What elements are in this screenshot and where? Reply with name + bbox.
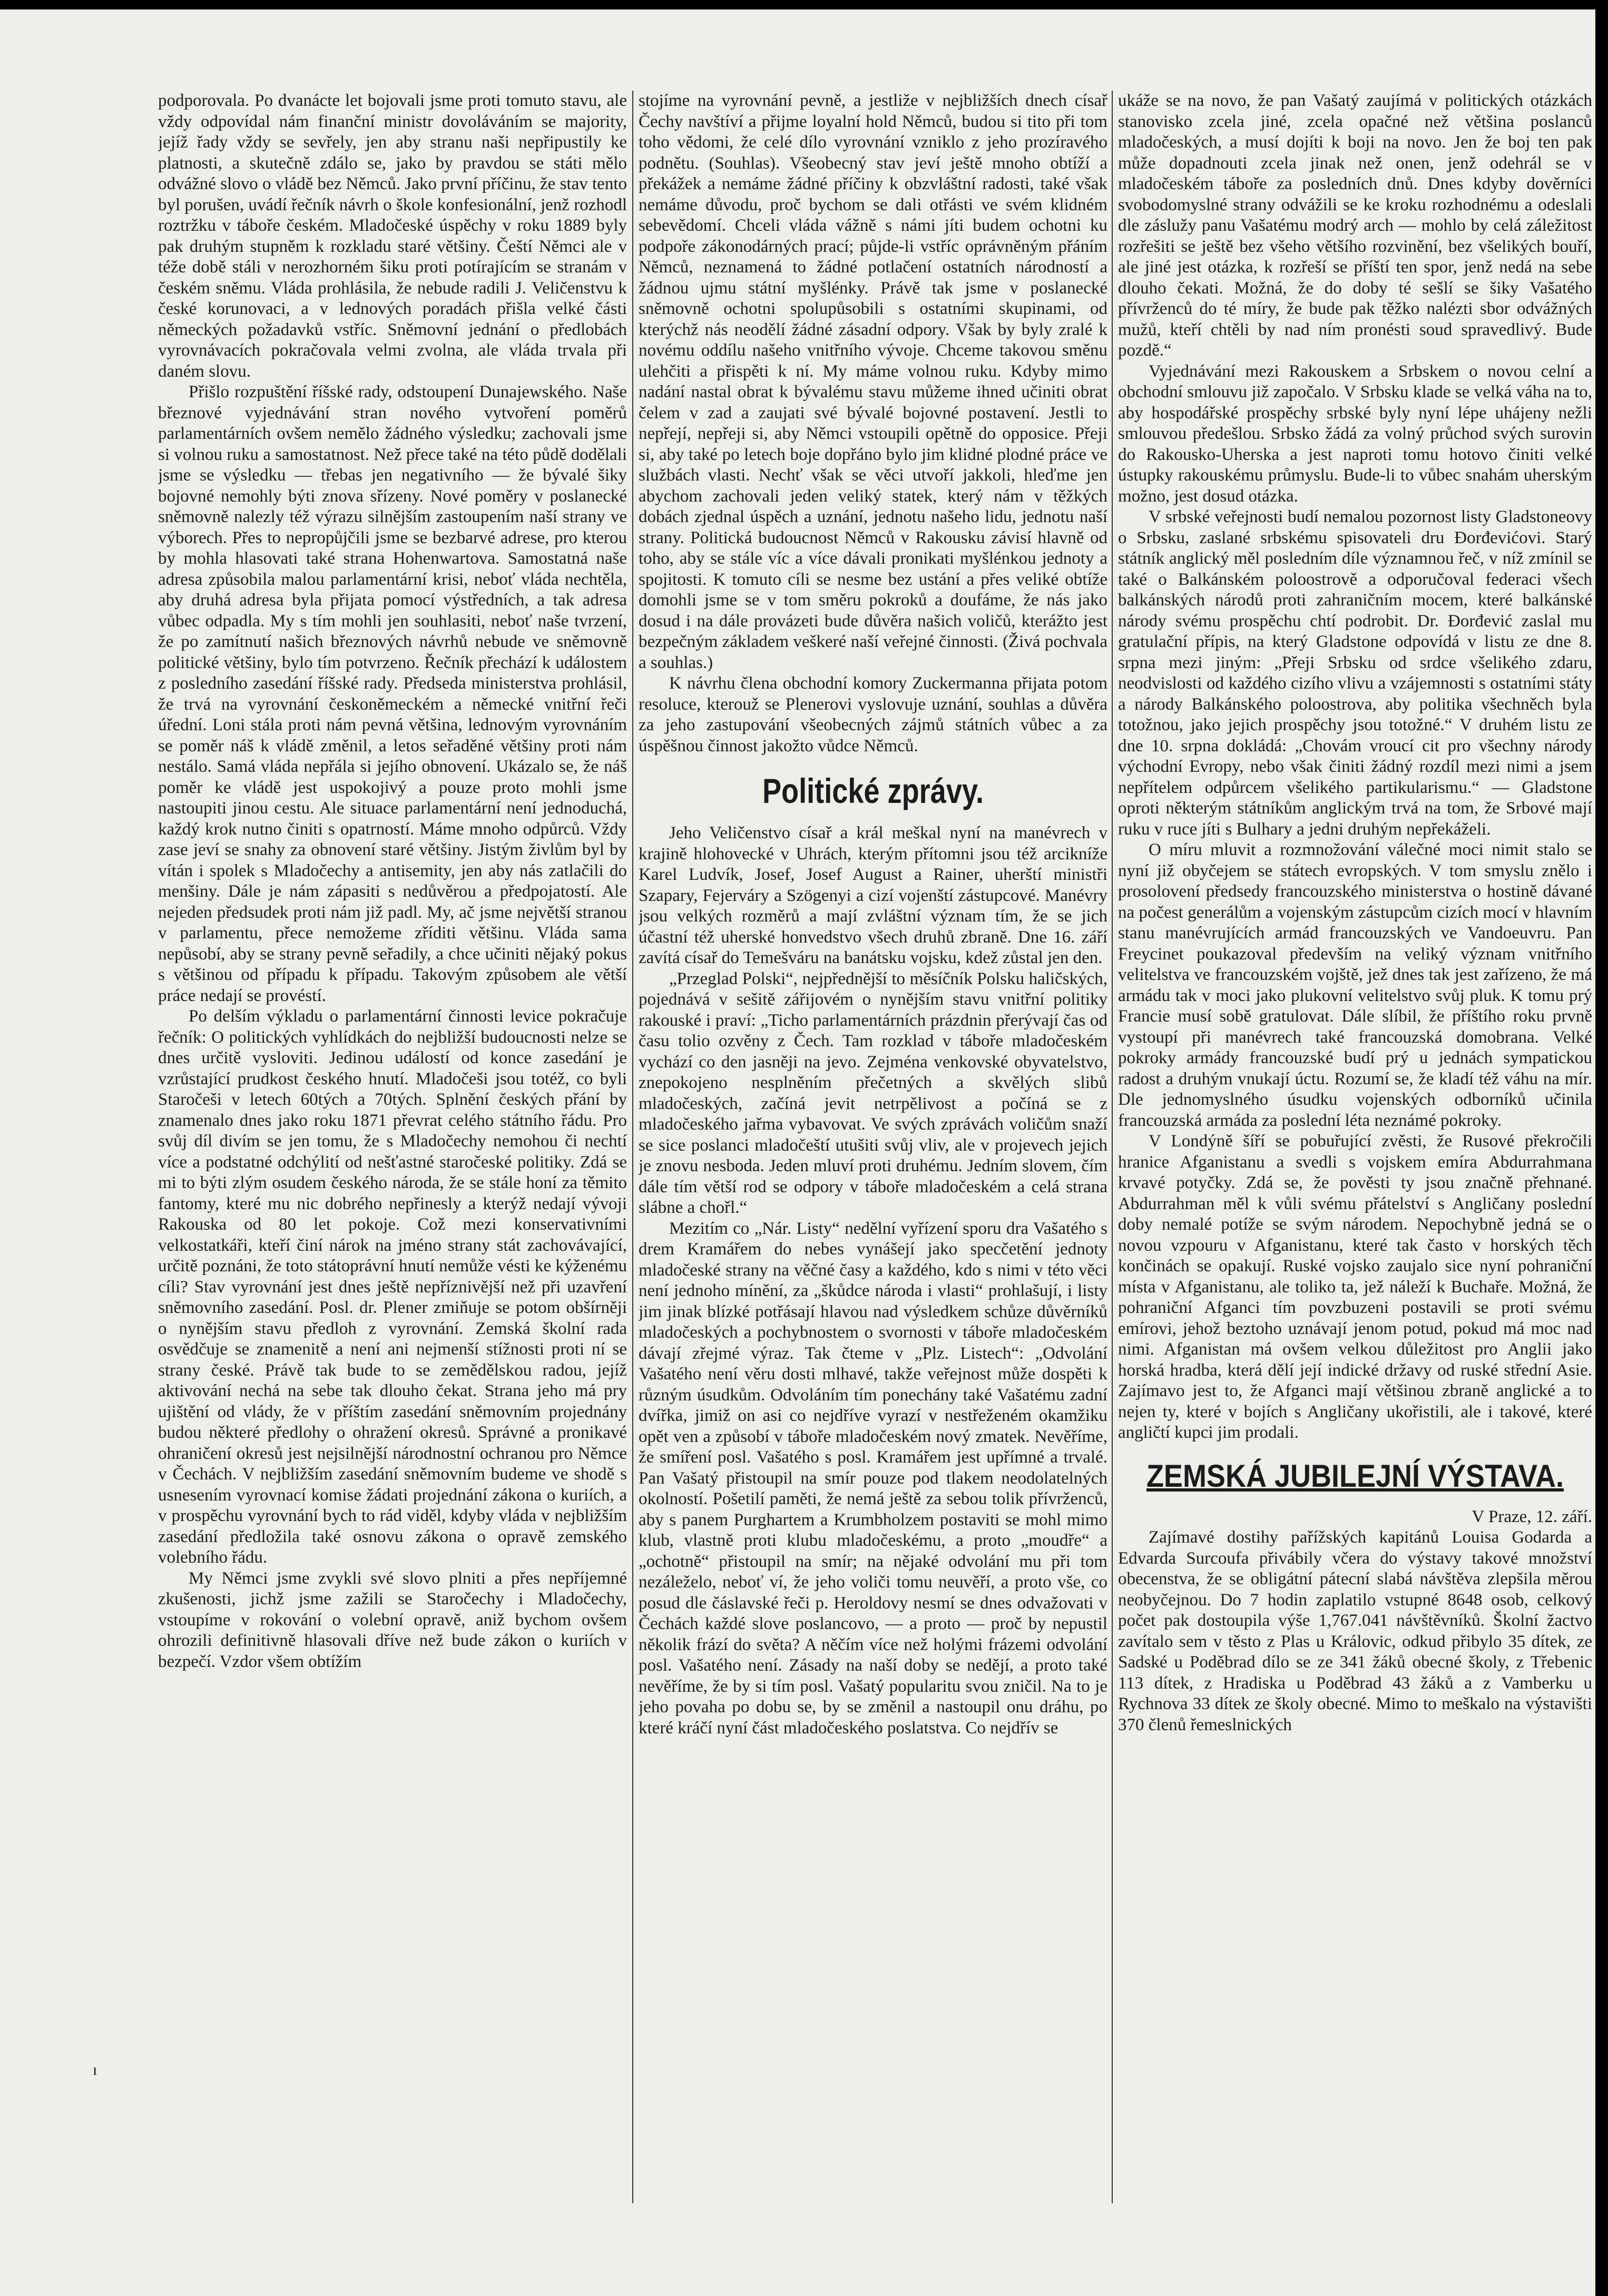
scan-edge-right — [1595, 0, 1608, 2296]
article-paragraph: My Němci jsme zvykli své slovo plniti a přes nepříjemné zkušenosti, jichž jsme zažili se Staročechy i Mladočechy, vstoupíme v rokování o volební opravě, aniž bychom ovšem ohrozili definitivně hlasovali dříve než bude zákon o kuriích v bezpečí. Vzdor všem obtížím — [158, 1568, 627, 1671]
margin-mark: ı — [93, 2061, 97, 2078]
article-paragraph: Jeho Veličenstvo císař a král meškal nyní na manévrech v krajině hlohovecké v Uhrách, kterým přítomni jsou též arcikníže Karel Ludvík, Josef, Josef August a Rainer, uherští ministři Szapary, Fejerváry a Szögenyi a cizí vojenští zástupcové. Manévry jsou velkých rozměrů a mají zvláštní význam tím, že se jich účastní též uherské honvedstvo všech druhů zbraně. Dne 16. září zavítá císař do Temešváru na banátsku vojsku, kdež zůstal jen den. — [639, 823, 1107, 967]
column-right — [1118, 91, 1592, 2203]
article-paragraph: V srbské veřejnosti budí nemalou pozornost listy Gladstoneovy o Srbsku, zaslané srbskému spisovateli dru Đorđevićovi. Starý státník anglický měl posledním díle významnou řeč, v níž zmínil se také o Balkánském poloostrově a odporučoval federaci všech balkánských národů proti zahraničním mocem, které balkánské národy svému prospěchu chtí podrobit. Dr. Đorđević zaslal mu gratulační přípis, na který Gladstone odpovídá v listu ze dne 8. srpna mezi jiným: „Přeji Srbsku od srdce všelikého zdaru, neodvislosti od každého cizího vlivu a vzájemnosti s ostatními státy a národy Balkánského poloostrova, aby politika všechněch byla totožnou, jako jejich prospěchy jsou totožné.“ V druhém listu ze dne 10. srpna dokládá: „Chovám vroucí cit pro všechny národy východní Evropy, nebo však činiti žádný rozdíl mezi nimi a jsem nepřítelem odpůrcem všelikého partikularismu.“ — Gladstone oproti některým státníkům anglickým trvá na tom, že Srbové mají ruku v ruce jíti s Bulhary a jedni druhým nepřekáželi. — [1118, 507, 1592, 839]
article-paragraph: Vyjednávání mezi Rakouskem a Srbskem o novou celní a obchodní smlouvu již započalo. V Srbsku klade se velká váha na to, aby hospodářské prospěchy srbské byly nyní lépe uhájeny nežli smlouvou předešlou. Srbsko žádá za volný průchod svých surovin do Rakousko-Uherska a jest naproti tomu hotovo činiti velké ústupky rakouskému průmyslu. Bude-li to vůbec snahám uherským možno, jest dosud otázka. — [1118, 361, 1592, 506]
article-paragraph: Zajímavé dostihy pařížských kapitánů Louisa Godarda a Edvarda Surcoufa přivábily včera do výstavy takové množství obecenstva, že se obligátní pátecní slabá návštěva zlepšila měrou neobyčejnou. Do 7 hodin zaplatilo vstupné 8648 osob, celkový počet pak dostoupila výše 1,767.041 návštěvníků. Školní žactvo zavítalo sem v těsto z Plas u Královiс, odkud přibylo 35 dítek, ze Sadské u Poděbrad dílo se ze 341 žáků obecné školy, z Třebenic 113 dítek, z Hradiska u Poděbrad 43 žáků a z Vamberku u Rychnova 33 dítek ze školy obecné. Mimo to meškalo na výstavišti 370 členů řemeslnických — [1118, 1528, 1592, 1734]
article-paragraph: ukáže se na novo, že pan Vašatý zaujímá v politických otázkách stanovisko zcela jiné, zcela opačné než většina poslanců mladočeských, a musí dojíti k boji na novo. Jen že boj ten pak může dopadnouti zcela jinak než onen, jenž odehrál se v mladočeském táboře za posledních dnů. Dnes kdyby dověrníci svobodomyslné strany odvážili se ke kroku rozhodnému a odeslali dle záslužy panu Vašatému modrý arch — mohlo by celá záležitost rozřešiti se ještě bez všeho většího rozvinění, bez všelikých bouří, ale jiné jest otázka, k rozřeší se příští ten spor, jenž nedá na sebe dlouho čekati. Možná, že do doby té sešlí se šiky Vašatého přívrženců do té míry, že bude pak těžko nalézti sbor odvážných mužů, kteří chtěli by nad ním pronésti soud spravedlivý. Bude pozdě.“ — [1118, 91, 1592, 360]
column-middle — [639, 91, 1107, 2203]
column-left — [158, 91, 627, 2203]
article-paragraph: O míru mluvit a rozmnožování válečné moci nimit stalo se nyní již obyčejem se státech evropských. V tom smyslu znělo i prosolovení předsedy francouzského ministerstva o hostině dávané na počest generálům a vojenským zástupcům cizích mocí v hlavním stanu manévrujících armád francouzských ve Vandoeuvru. Pan Freycinet poukazoval především na veliký význam vnitřního velitelstva ve francouzském vojště, jež dnes tak jest zařízeno, že má armádu tak v moci jako plukovní velitelstvo svůj pluk. K tomu prý Francie musí sobě gratulovat. Dále slíbil, že příštího roku prvně vystoupí při manévrech také francouzská domobrana. Velké pokroky armády francouzské budí prý u jednách sympatickou radost a druhým vnukají úctu. Rozumí se, že kladí též váhu na mír. Dle jednomyslného úsudku vojenských odborníků učinila francouzská armáda za poslední léta neznámé pokroky. — [1118, 840, 1592, 1130]
section-heading-jubilee-exhibition: ZEMSKÁ JUBILEJNÍ VÝSTAVA. — [1146, 1458, 1564, 1494]
article-paragraph: Po delším výkladu o parlamentární činnosti levice pokračuje řečník: O politických vyhlídkách do nejbližší budoucnosti nelze se dnes určitě vysloviti. Jedinou událostí od konce zasedání je vzrůstající prudkost českého hnutí. Mladočeši jsou totéž, co byli Staročeši v letech 60tých a 70tých. Splnění českých přání by znamenalo dnes jako roku 1871 převrat celého státního řádu. Pro svůj díl divím se jen tomu, že s Mladočechy nemohou či nechtí více a podstatné odchýlití od nešťastné staročeské politiky. Zdá se mi to býti zlým osudem českého národa, že se stále honí za těmito fantomy, které mu nic dobrého nepřinesly a kterýž nedají vývoji Rakouska od 80 let pokoje. Což mezi konservativními velkostatkáři, kteří činí nárok na jméno strany stát zachovávající, určitě poznáni, že toto státoprávní hnutí nemůže vésti ke kýženému cíli? Stav vyrovnání jest dnes ještě nepříznivější než při uzavření sněmovního zasedání. Posl. dr. Plener zmiňuje se potom obšírněji o nynějším stavu předloh z vyrovnání. Zemská školní rada osvědčuje se znamenitě a není ani nejmenší stížnosti proti ní se strany české. Právě tak bude to se zemědělskou radou, jejíž aktivování nechá na sebe tak dlouho čekat. Strana jeho má pry ujištění od vlády, že v příštím zasedání sněmovním projednány budou některé předlohy o ohražení okresů. Správné a pronikavé ohraničení okresů jest nejsilnější národnostní ochranou pro Němce v Čechách. V nejbližším zasedání sněmovním budeme ve shodě s usnesením vyrovnací komise žádati projednání zákona o kuriích, a v prospěchu vyrovnání bych to rád viděl, kdyby vláda v nejbližším zasedání předložila také osnovu zákona o opravě zemského volebního řádu. — [158, 1007, 627, 1567]
article-paragraph: stojíme na vyrovnání pevně, a jestliže v nejbližších dnech císař Čechy navštíví a přijme loyalní hold Němců, budou si tito při tom toho vědomi, že celé dílo vyrovnání vzniklo z jeho prozíravého podnětu. (Souhlas). Všeobecný stav jeví ještě mnoho obtíží a překážek a nemáme žádné příčiny k obzvláštní radosti, také však nemáme důvodu, proč bychom se dali otřásti ve svém klidném sebevědomí. Chceli vláda vážně s námi jíti budem ochotni ku podpoře zákonodárných prací; půjde-li vstříc oprávněným přáním Němců, neznamená to žádné potlačení ostatních národností a žádnou ujmu státní myšlénky. Právě tak jsme v poslanecké sněmovně ochotni spolupůsobili s ostatními skupinami, od kterýchž nás neodělí žádné zásadní odpory. Však by byly zralé k novému oddílu našeho vnitřního vývoje. Chceme takovou směnu ulehčiti a přispěti k ní. My máme volnou ruku. Kdyby mimo nadání nastal obrat k bývalému stavu můžeme ihned učiniti obrat čelem v zad a zaujati své bývalé bojovné postavení. Jestli to nepřejí, nepřeji si, aby Němci vstoupili opětně do opposice. Přeji si, aby také po letech boje dopřáno bylo jim klidné plodné práce ve službách vlasti. Nechť však se věci utvoří jakkoli, hleďme jen abychom zachovali jeden veliký statek, který nám v těžkých dobách zjednal úspěch a uznání, jednotu našeho lidu, jednotu naší strany. Politická budoucnost Němců v Rakousku závisí hlavně od toho, aby se stále víc a více dávali pronikati myšlénkou jednoty a spojitosti. K tomuto cíli se nesme bez ustání a přes veliké obtíže domohli jsme se v tom směru pokroků a doufáme, že nás jako dosud i na dále provázeti bude důvěra našich voličů, kterážto jest bezpečným základem veškeré naší veřejné činnosti. (Živá pochvala a souhlas.) — [639, 91, 1107, 672]
article-paragraph: Mezitím co „Nár. Listy“ nedělní vyřízení sporu dra Vašatého s drem Kramářem do nebes vynášejí jako specčetění jednoty mladočeské strany na věčné časy a každého, kdo s nimi v této věci není jednoho mínění, za „škůdce národa i vlasti“ prohlašují, i listy jim jinak blízké potřásají hlavou nad výsledkem schůze důvěrníků mladočeských a pochybnostem o svornosti v táboře mladočeském dávají zřejmé výraz. Tak čteme v „Plz. Listech“: „Odvolání Vašatého není věru dosti mlhavé, takže veřejnost může dospěti k různým úsudkům. Odvoláním tím ponechány také Vašatému zadní dvířka, jimiž on asi co nejdříve vyrazí v nestřeženém okamžiku opět ven a způsobí v táboře mladočeském nový zmatek. Nevěříme, že smíření posl. Vašatého s posl. Kramářem jest upřímné a trvalé. Pan Vašatý přistoupil na smír pouze pod tlakem neodolatelných okolností. Pošetilí paměti, že nemá ještě za sebou tolik přívrženců, aby s panem Purghartem a Krumbholzem postaviti se mohl mimo klub, vlastně proti klubu mladočeskému, a proto „moudře“ a „ochotně“ přistoupil na smír; na nějaké odvolání mu při tom nezáleželo, neboť ví, že jeho voliči tomu neuvěří, a proto vše, co posud dle čáslavské řeči p. Heroldovy nesmí se dnes odvažovati v Čechách každé slove poslancovo, — a proto — proč by nepustil několik frází do světa? A něčím více než holými frázemi odvolání posl. Vašatého není. Zásady na naší doby se nedějí, a proto také nevěříme, že by si tím posl. Vašatý popularitu svou zničil. Na to je jeho povaha po dobu se, by se změnil a nastoupil onu dráhu, po které kráčí nyní část mladočeského poslatstva. Co nejdřív se — [639, 1219, 1107, 1738]
article-paragraph: „Przeglad Polski“, nejpřednější to měsíčník Polsku haličských, pojednává v sešitě zářijovém o nynějším stavu vnitřní politiky rakouské i praví: „Ticho parlamentárních prázdnin přerývají čas od času tolio ozvěny z Čech. Tam rozklad v táboře mladočeském vychází co den jasněji na jevo. Zejména venkovské obyvatelstvo, znepokojeno nesplněním přečetných a skvělých slibů mladočeských, začíná jevit netrpělivost a počíná se z mladočeského jařma vybavovat. Ve svých zprávách voličům snaží se sice poslanci mladočeští utušiti svůj vliv, ale v projevech jejich je znovu nesboda. Jeden mluví proti druhému. Jedním slovem, čím dále tím větší rod se odpory v táboře mladočeském a celá strana slábne a chořl.“ — [639, 969, 1107, 1217]
column-rule — [1112, 91, 1113, 2203]
article-paragraph: V Londýně šíří se pobuřující zvěsti, že Rusové překročili hranice Afganistanu a svedli s vojskem emíra Abdurrahmana krvavé potyčky. Zdá se, že pověsti ty jsou značně přehnané. Abdurrahman měl k vůli svému přátelství s Angličany poslední doby nemalé potíže se svým národem. Nepochybně jedná se o novou vzpouru v Afganistanu, které tak často v horských těch končinách se opakují. Ruské vojsko zaujalo sice nyní pohraniční místa v Afganistanu, ale toliko ta, jež náleží k Buchaře. Možná, že pohraniční Afganci tím povzbuzeni postavili se proti svému emírovi, jehož beztoho uznávají jenom potud, pokud má moc nad nimi. Afganistan má ovšem velkou důležitost pro Anglii jako horská hradba, která dělí její indické državy od ruské střední Asie. Zajímavo jest to, že Afganci mají většinou zbraně anglické a to nejen ty, které v bojích s Angličany ukořistili, ale i takové, které angličtí kupci jim prodali. — [1118, 1132, 1592, 1442]
column-rule — [632, 91, 633, 2203]
article-paragraph: podporovala. Po dvanácte let bojovali jsme proti tomuto stavu, ale vždy odpovídal nám finanční ministr dovoláváním se majority, jejíž řady vždy se sevřely, jen aby stranu naši nepřipustily ke platnosti, a skutečně zdálo se, jako by pravdou se státi mělo odvážné slovo o vládě bez Němců. Jako první příčinu, že stav tento byl porušen, uvádí řečník návrh o škole konfesionální, jenž rozhodl roztržku v táboře českém. Mladočeské úspěchy v roku 1889 byly pak druhým stupněm k rozkladu staré většiny. Čeští Němci ale v téže době stáli v nerozhorném šiku proti potírajícím se stranám v českém sněmu. Vláda prohlásila, že nebude radili J. Veličenstvu k české korunovaci, a v lednových poradách přišla velké části německých požadavků vstříc. Sněmovní jednání o předlobách vyrovnávacích pokračovala velmi zvolna, ale vláda trvala při daném slovu. — [158, 91, 627, 381]
scan-edge-top — [0, 0, 1608, 9]
article-paragraph: Přišlo rozpuštění říšské rady, odstoupení Dunajewského. Naše březnové vyjednávání stran nového vytvoření poměrů parlamentárních ovšem nemělo žádného výsledku; zachovali jsme si volnou ruku a samostatnost. Než přece také na této půdě dodělali jsme se výsledku — třebas jen negativního — že bývalé šiky bojovné nemohly býti znova sřízeny. Nové poměry v poslanecké sněmovně nalezly též výrazu silnějším zastoupením naší strany ve výborech. Přes to nepropůjčili jsme se bezbarvé adrese, pro kterou by mohla hlasovati také strana Hohenwartova. Samostatná naše adresa způsobila malou parlamentární krisi, neboť vláda nechtěla, aby druhá adresa byla přijata pomocí výstředních, a tak adresa vůbec odpadla. My s tím mohli jen souhlasiti, neboť naše tvrzení, že po zamítnutí našich březnových návrhů nebude ve sněmovně politické většiny, bylo tím potvrzeno. Řečník přechází k událostem z posledního zasedání říšské rady. Předseda ministerstva prohlásil, že trvá na vyrovnání českoněmeckém a německé vnitřní řeči úřední. Loni stála proti nám pevná většina, lednovým vyrovnáním se poměr náš k vládě změnil, a letos seřaděné většiny proti nám nestálo. Samá vláda nepřála si jejího obnovení. Ukázalo se, že náš poměr ke vládě jest uspokojivý a pouze proto mohli jsme nastoupiti jinou cestu. Ale situace parlamentární není jednoduchá, každý krok nutno činiti s opatrností. Máme mnoho odpůrců. Vždy zase jeví se snahy za obnovení staré většiny. Jistým živlům byl by vítán i spolek s Mladočechy a antisemity, jen aby nás zatlačili do menšiny. Dále je nám zápasiti s nedůvěrou a předpojatostí. Ale nejeden předsudek proti nám již padl. My, ač jsme největší stranou v parlamentu, přece nemožeme zříditi většinu. Vláda sama nepůsobí, aby se strany pevně seřadily, a chce učiniti nějaký pokus s většinou od případu k případu. Takovým způsobem ale větší práce nedají se provéstí. — [158, 382, 627, 1005]
dateline: V Praze, 12. září. — [1472, 1507, 1592, 1526]
section-heading-political-news: Politické zprávy. — [762, 771, 984, 810]
article-paragraph: K návrhu člena obchodní komory Zuckermanna přijata potom resoluce, kterouž se Plenerovi vyslovuje uznání, souhlas a důvěra za jeho zastupování všeobecných zájmů státních vůbec a za úspěšnou činnost jakožto vůdce Němců. — [639, 674, 1107, 755]
